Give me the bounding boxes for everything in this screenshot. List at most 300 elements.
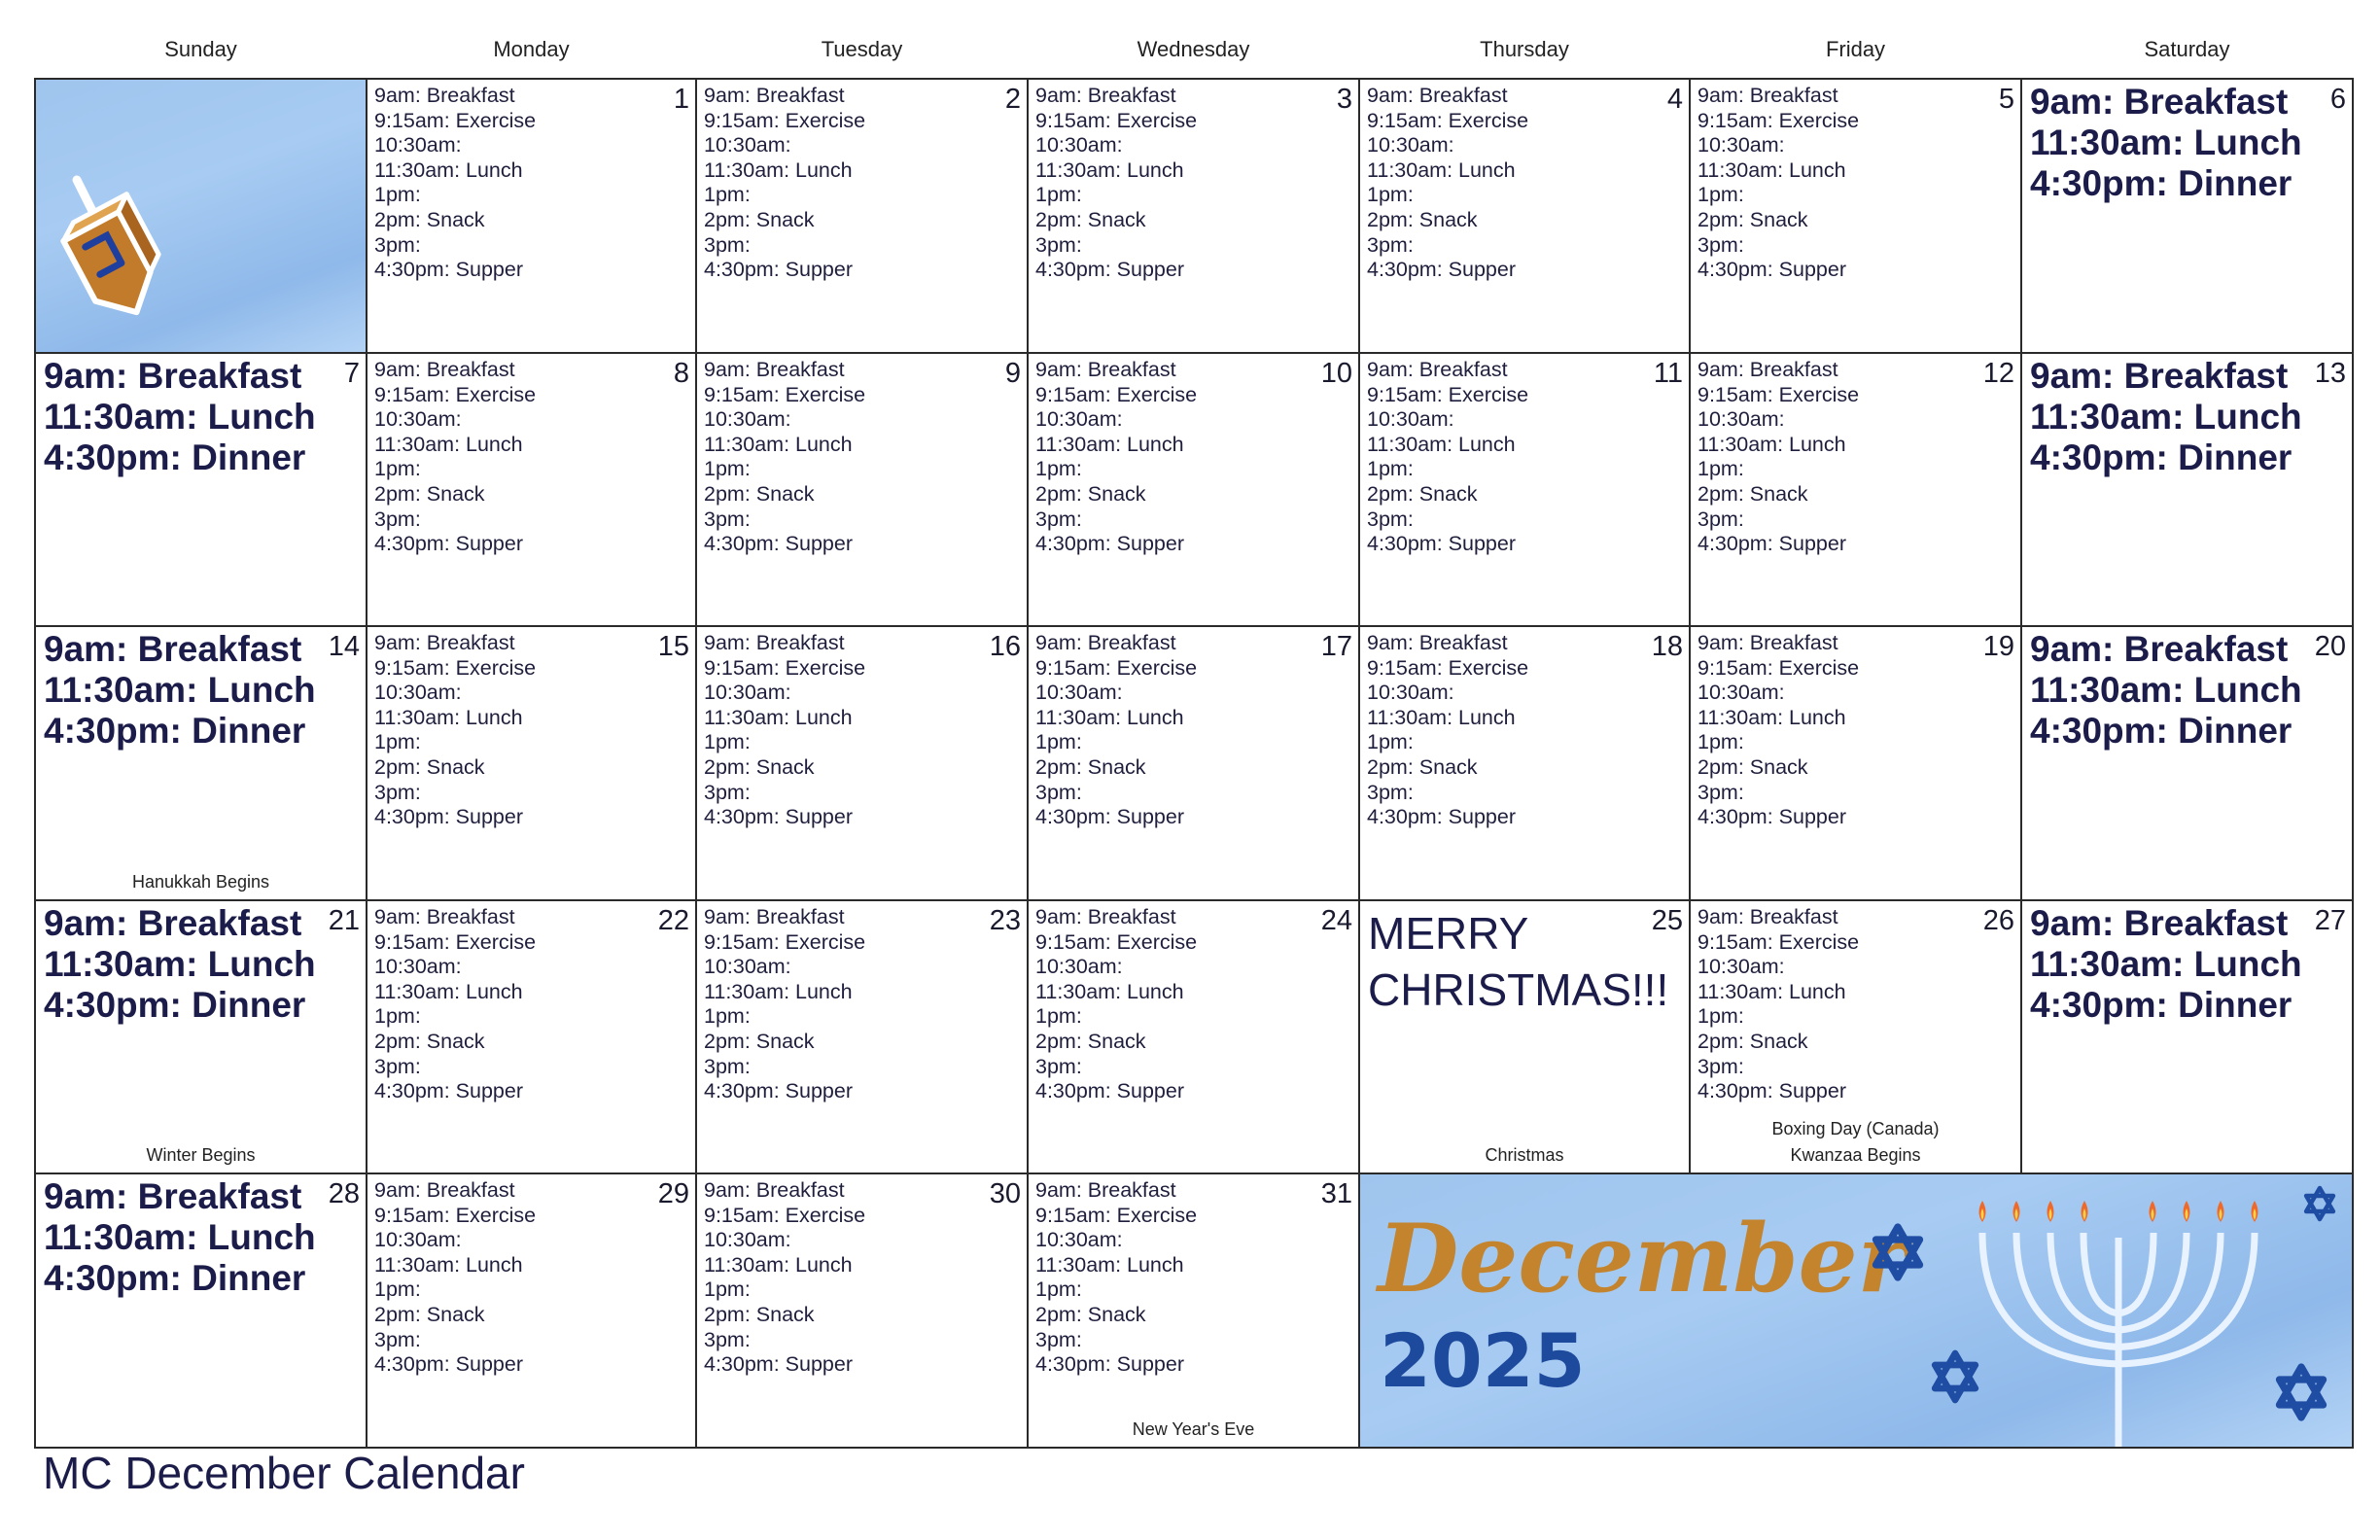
day-cell-10 — [1027, 352, 1360, 627]
day-number: 16 — [989, 631, 1021, 662]
schedule-entry: 1pm: — [374, 1278, 421, 1302]
schedule-entry: 4:30pm: Supper — [1698, 532, 1846, 556]
schedule-entry: 11:30am: Lunch — [1035, 158, 1184, 182]
weekday-header-monday: Monday — [493, 37, 570, 61]
day-number: 20 — [2314, 631, 2346, 662]
schedule-entry: 9am: Breakfast — [44, 356, 302, 396]
schedule-entry: 3pm: — [1698, 1054, 1744, 1078]
schedule-entry: 3pm: — [704, 1054, 751, 1078]
schedule-entry: 9am: Breakfast — [1035, 84, 1176, 107]
daily-schedule — [704, 358, 865, 557]
schedule-entry: 10:30am: — [1698, 681, 1785, 705]
schedule-entry: 3pm: — [1367, 232, 1414, 257]
day-cell-27 — [2020, 899, 2354, 1174]
schedule-entry: 10:30am: — [1035, 1228, 1123, 1252]
schedule-entry: 11:30am: Lunch — [2030, 397, 2302, 437]
schedule-entry: 11:30am: Lunch — [1698, 705, 1846, 729]
schedule-entry: 2pm: Snack — [374, 1029, 485, 1053]
schedule-entry: 4:30pm: Supper — [1035, 805, 1184, 829]
schedule-entry: 2pm: Snack — [1698, 754, 1808, 779]
schedule-entry: 2pm: Snack — [1035, 481, 1146, 506]
schedule-entry: 9am: Breakfast — [1367, 84, 1508, 107]
star-of-david-icon — [2306, 1188, 2333, 1219]
schedule-entry: 9am: Breakfast — [1367, 358, 1508, 381]
day-number: 4 — [1666, 84, 1683, 115]
schedule-entry: 9:15am: Exercise — [1698, 929, 1860, 954]
schedule-entry: 2pm: Snack — [1035, 207, 1146, 231]
day-cell-17 — [1027, 625, 1360, 901]
schedule-entry: 11:30am: Lunch — [1035, 432, 1184, 456]
day-number: 15 — [657, 631, 689, 662]
day-cell-30 — [695, 1172, 1029, 1449]
schedule-entry: 3pm: — [1035, 232, 1082, 257]
schedule-entry: 11:30am: Lunch — [44, 944, 316, 984]
day-cell-3 — [1027, 78, 1360, 354]
weekday-header-wednesday: Wednesday — [1137, 37, 1250, 61]
day-cell-25 — [1358, 899, 1691, 1174]
schedule-entry: 9:15am: Exercise — [1035, 108, 1198, 132]
schedule-entry: 11:30am: Lunch — [374, 1252, 523, 1277]
schedule-entry: 9:15am: Exercise — [704, 382, 866, 406]
schedule-entry: 10:30am: — [704, 133, 791, 158]
day-number: 23 — [989, 905, 1021, 936]
day-cell-19 — [1689, 625, 2022, 901]
daily-schedule — [1367, 358, 1528, 557]
schedule-entry: 3pm: — [1367, 780, 1414, 804]
schedule-entry: 3pm: — [704, 507, 751, 531]
schedule-entry: 9:15am: Exercise — [374, 382, 537, 406]
schedule-entry: 2pm: Snack — [1035, 1029, 1146, 1053]
day-cell-1 — [366, 78, 697, 354]
day-number: 18 — [1651, 631, 1683, 662]
schedule-entry: 11:30am: Lunch — [374, 705, 523, 729]
day-number: 27 — [2314, 905, 2346, 936]
schedule-entry: 4:30pm: Dinner — [2030, 711, 2292, 751]
day-cell-2 — [695, 78, 1029, 354]
schedule-entry: 1pm: — [704, 457, 751, 481]
schedule-entry: 9:15am: Exercise — [1035, 655, 1198, 680]
holiday-labels — [1691, 1116, 2020, 1169]
day-number: 26 — [1982, 905, 2014, 936]
schedule-entry: 10:30am: — [1035, 133, 1123, 158]
schedule-entry: 9am: Breakfast — [44, 903, 302, 943]
schedule-entry: 3pm: — [704, 780, 751, 804]
day-number: 9 — [1004, 358, 1021, 389]
holiday-label: Boxing Day (Canada) — [1771, 1119, 1940, 1138]
schedule-entry: 2pm: Snack — [1035, 1302, 1146, 1326]
schedule-entry: 9:15am: Exercise — [1035, 929, 1198, 954]
schedule-entry: 1pm: — [1698, 1004, 1744, 1029]
schedule-entry: 4:30pm: Supper — [1035, 1352, 1184, 1377]
weekend-schedule — [2030, 903, 2302, 1026]
schedule-entry: 4:30pm: Supper — [374, 805, 523, 829]
schedule-entry: 1pm: — [704, 1278, 751, 1302]
schedule-entry: 10:30am: — [1367, 407, 1454, 432]
daily-schedule — [1035, 358, 1197, 557]
schedule-entry: 4:30pm: Supper — [1367, 258, 1516, 282]
schedule-entry: 9am: Breakfast — [374, 358, 515, 381]
schedule-entry: 11:30am: Lunch — [2030, 944, 2302, 984]
schedule-entry: 3pm: — [1698, 507, 1744, 531]
day-cell-20 — [2020, 625, 2354, 901]
schedule-entry: 1pm: — [374, 183, 421, 207]
schedule-entry: 4:30pm: Supper — [1367, 532, 1516, 556]
dreidel-icon — [55, 172, 172, 337]
day-cell-9 — [695, 352, 1029, 627]
schedule-entry: 9:15am: Exercise — [1367, 382, 1529, 406]
schedule-entry: 10:30am: — [374, 1228, 462, 1252]
schedule-entry: 11:30am: Lunch — [1367, 158, 1516, 182]
schedule-entry: 9:15am: Exercise — [704, 929, 866, 954]
schedule-entry: 11:30am: Lunch — [44, 670, 316, 710]
weekend-schedule — [44, 903, 316, 1026]
schedule-entry: 11:30am: Lunch — [704, 158, 853, 182]
schedule-entry: 9am: Breakfast — [374, 1178, 515, 1202]
day-number: 19 — [1982, 631, 2014, 662]
schedule-entry: 4:30pm: Dinner — [44, 985, 306, 1025]
schedule-entry: 11:30am: Lunch — [704, 705, 853, 729]
schedule-entry: 9am: Breakfast — [44, 1176, 302, 1216]
day-cell-8 — [366, 352, 697, 627]
schedule-entry: 10:30am: — [374, 133, 462, 158]
day-number: 17 — [1320, 631, 1352, 662]
schedule-entry: 4:30pm: Supper — [1035, 1079, 1184, 1103]
schedule-entry: 9am: Breakfast — [704, 84, 845, 107]
schedule-entry: 11:30am: Lunch — [1698, 432, 1846, 456]
schedule-entry: 4:30pm: Supper — [1035, 532, 1184, 556]
schedule-entry: 1pm: — [1698, 183, 1744, 207]
schedule-entry: 10:30am: — [704, 407, 791, 432]
schedule-entry: 1pm: — [1698, 457, 1744, 481]
schedule-entry: 11:30am: Lunch — [704, 432, 853, 456]
schedule-entry: 9am: Breakfast — [704, 358, 845, 381]
schedule-entry: 2pm: Snack — [704, 1029, 815, 1053]
schedule-entry: 9am: Breakfast — [1035, 358, 1176, 381]
schedule-entry: 9:15am: Exercise — [1035, 1203, 1198, 1227]
schedule-entry: 9am: Breakfast — [704, 1178, 845, 1202]
day-cell-22 — [366, 899, 697, 1174]
day-cell-13 — [2020, 352, 2354, 627]
day-cell-5 — [1689, 78, 2022, 354]
schedule-entry: 4:30pm: Supper — [374, 532, 523, 556]
schedule-entry: 4:30pm: Supper — [374, 1352, 523, 1377]
schedule-entry: 3pm: — [374, 1327, 421, 1351]
schedule-entry: 9am: Breakfast — [1698, 905, 1838, 928]
schedule-entry: 3pm: — [704, 1327, 751, 1351]
schedule-entry: 2pm: Snack — [374, 1302, 485, 1326]
schedule-entry: 4:30pm: Supper — [704, 805, 853, 829]
schedule-entry: 9am: Breakfast — [2030, 903, 2289, 943]
day-cell-31 — [1027, 1172, 1360, 1449]
schedule-entry: 10:30am: — [374, 681, 462, 705]
day-cell-16 — [695, 625, 1029, 901]
holiday-label: Christmas — [1485, 1145, 1564, 1165]
schedule-entry: 10:30am: — [374, 407, 462, 432]
schedule-entry: 1pm: — [374, 730, 421, 754]
day-cell-14 — [34, 625, 368, 901]
schedule-entry: 2pm: Snack — [704, 754, 815, 779]
day-cell-29 — [366, 1172, 697, 1449]
schedule-entry: 9:15am: Exercise — [374, 655, 537, 680]
daily-schedule — [374, 905, 536, 1104]
day-number: 31 — [1320, 1178, 1352, 1209]
day-number: 11 — [1653, 358, 1683, 389]
schedule-entry: 9:15am: Exercise — [1367, 655, 1529, 680]
schedule-entry: 1pm: — [1035, 1278, 1082, 1302]
day-number: 13 — [2314, 358, 2346, 389]
day-cell-23 — [695, 899, 1029, 1174]
schedule-entry: 9am: Breakfast — [704, 631, 845, 654]
daily-schedule — [704, 84, 865, 283]
schedule-entry: 9am: Breakfast — [1035, 1178, 1176, 1202]
day-cell-26 — [1689, 899, 2022, 1174]
schedule-entry: 2pm: Snack — [1698, 481, 1808, 506]
schedule-entry: 2pm: Snack — [374, 754, 485, 779]
schedule-entry: 11:30am: Lunch — [2030, 670, 2302, 710]
schedule-entry: 9:15am: Exercise — [1698, 655, 1860, 680]
holiday-label: Hanukkah Begins — [131, 872, 270, 892]
schedule-entry: 11:30am: Lunch — [1698, 979, 1846, 1003]
schedule-entry: 9am: Breakfast — [1367, 631, 1508, 654]
day-number: 30 — [989, 1178, 1021, 1209]
schedule-entry: 1pm: — [1367, 183, 1414, 207]
schedule-entry: 3pm: — [1367, 507, 1414, 531]
schedule-entry: 10:30am: — [1035, 407, 1123, 432]
schedule-entry: 1pm: — [1035, 730, 1082, 754]
daily-schedule — [374, 84, 536, 283]
day-number: 1 — [673, 84, 689, 115]
schedule-entry: 9am: Breakfast — [374, 631, 515, 654]
banner-month: December — [1378, 1204, 1908, 1313]
schedule-entry: 2pm: Snack — [704, 481, 815, 506]
schedule-entry: 11:30am: Lunch — [44, 1217, 316, 1257]
schedule-entry: 1pm: — [374, 1004, 421, 1029]
schedule-entry: 3pm: — [1698, 780, 1744, 804]
schedule-entry: 1pm: — [374, 457, 421, 481]
schedule-entry: 4:30pm: Supper — [374, 258, 523, 282]
daily-schedule — [1698, 631, 1859, 830]
schedule-entry: 11:30am: Lunch — [1035, 705, 1184, 729]
schedule-entry: 11:30am: Lunch — [44, 397, 316, 437]
schedule-entry: 9:15am: Exercise — [374, 108, 537, 132]
schedule-entry: 10:30am: — [1698, 133, 1785, 158]
daily-schedule — [1035, 1178, 1197, 1378]
schedule-entry: 1pm: — [1035, 183, 1082, 207]
image-cell — [34, 78, 368, 354]
daily-schedule — [1698, 84, 1859, 283]
schedule-entry: 1pm: — [1035, 1004, 1082, 1029]
schedule-entry: 4:30pm: Supper — [1367, 805, 1516, 829]
day-number: 14 — [328, 631, 360, 662]
schedule-entry: 9am: Breakfast — [1035, 631, 1176, 654]
weekend-schedule — [44, 1176, 316, 1299]
schedule-entry: 11:30am: Lunch — [374, 158, 523, 182]
schedule-entry: 9:15am: Exercise — [1698, 382, 1860, 406]
day-cell-12 — [1689, 352, 2022, 627]
schedule-entry: 2pm: Snack — [1698, 1029, 1808, 1053]
schedule-entry: 10:30am: — [704, 1228, 791, 1252]
star-of-david-icon — [1935, 1353, 1976, 1400]
schedule-entry: 9am: Breakfast — [2030, 356, 2289, 396]
day-cell-11 — [1358, 352, 1691, 627]
schedule-entry: 2pm: Snack — [704, 207, 815, 231]
schedule-entry: 9am: Breakfast — [374, 905, 515, 928]
schedule-entry: 3pm: — [704, 232, 751, 257]
schedule-entry: 9am: Breakfast — [1698, 358, 1838, 381]
daily-schedule — [374, 1178, 536, 1378]
holiday-labels — [1360, 1142, 1689, 1169]
schedule-entry: 4:30pm: Supper — [1698, 805, 1846, 829]
weekend-schedule — [2030, 82, 2302, 204]
schedule-entry: 1pm: — [704, 1004, 751, 1029]
weekend-schedule — [2030, 356, 2302, 478]
schedule-entry: 10:30am: — [374, 955, 462, 979]
day-number: 21 — [328, 905, 360, 936]
schedule-entry: 10:30am: — [1367, 133, 1454, 158]
schedule-entry: 1pm: — [704, 730, 751, 754]
day-number: 10 — [1320, 358, 1352, 389]
schedule-entry: 2pm: Snack — [1367, 207, 1478, 231]
schedule-entry: 1pm: — [1035, 457, 1082, 481]
schedule-entry: 3pm: — [1035, 780, 1082, 804]
schedule-entry: 9am: Breakfast — [374, 84, 515, 107]
schedule-entry: 3pm: — [1035, 1327, 1082, 1351]
daily-schedule — [704, 905, 865, 1104]
banner-cell — [1358, 1172, 2354, 1449]
day-number: 24 — [1320, 905, 1352, 936]
schedule-entry: 9am: Breakfast — [1698, 631, 1838, 654]
day-number: 25 — [1651, 905, 1683, 936]
schedule-entry: 2pm: Snack — [374, 207, 485, 231]
day-number: 6 — [2329, 84, 2346, 115]
daily-schedule — [1367, 84, 1528, 283]
daily-schedule — [1698, 905, 1859, 1104]
schedule-entry: 3pm: — [374, 780, 421, 804]
schedule-entry: 9:15am: Exercise — [1035, 382, 1198, 406]
schedule-entry: 10:30am: — [1367, 681, 1454, 705]
daily-schedule — [1035, 84, 1197, 283]
schedule-entry: 2pm: Snack — [1367, 754, 1478, 779]
schedule-entry: 11:30am: Lunch — [704, 1252, 853, 1277]
schedule-entry: 3pm: — [1035, 507, 1082, 531]
schedule-entry: 4:30pm: Supper — [704, 1079, 853, 1103]
schedule-entry: 4:30pm: Dinner — [44, 711, 306, 751]
holiday-label: Kwanzaa Begins — [1790, 1145, 1921, 1165]
schedule-entry: 10:30am: — [1035, 955, 1123, 979]
schedule-entry: 9am: Breakfast — [1035, 905, 1176, 928]
day-number: 2 — [1004, 84, 1021, 115]
schedule-entry: 11:30am: Lunch — [1367, 432, 1516, 456]
schedule-entry: 4:30pm: Supper — [1698, 258, 1846, 282]
schedule-entry: 9am: Breakfast — [704, 905, 845, 928]
schedule-entry: 11:30am: Lunch — [1035, 1252, 1184, 1277]
day-number: 7 — [343, 358, 360, 389]
banner-art — [1360, 1174, 2354, 1449]
schedule-entry: 3pm: — [1035, 1054, 1082, 1078]
schedule-entry: 10:30am: — [704, 955, 791, 979]
day-number: 28 — [328, 1178, 360, 1209]
schedule-entry: 9:15am: Exercise — [704, 108, 866, 132]
schedule-entry: 4:30pm: Dinner — [2030, 163, 2292, 203]
schedule-entry: 4:30pm: Supper — [704, 258, 853, 282]
banner-year: 2025 — [1380, 1317, 1586, 1404]
schedule-entry: 4:30pm: Supper — [1698, 1079, 1846, 1103]
schedule-entry: 10:30am: — [1698, 407, 1785, 432]
daily-schedule — [1367, 631, 1528, 830]
star-of-david-icon — [2280, 1367, 2324, 1418]
weekday-header-thursday: Thursday — [1480, 37, 1569, 61]
day-number: 8 — [673, 358, 689, 389]
schedule-entry: 9:15am: Exercise — [374, 1203, 537, 1227]
holiday-labels — [36, 1142, 366, 1169]
daily-schedule — [1035, 631, 1197, 830]
daily-schedule — [704, 1178, 865, 1378]
schedule-entry: 4:30pm: Supper — [704, 532, 853, 556]
daily-schedule — [374, 631, 536, 830]
day-cell-28 — [34, 1172, 368, 1449]
schedule-entry: 10:30am: — [1035, 681, 1123, 705]
day-cell-7 — [34, 352, 368, 627]
schedule-entry: 11:30am: Lunch — [374, 979, 523, 1003]
day-number: 3 — [1336, 84, 1352, 115]
schedule-entry: 10:30am: — [1698, 955, 1785, 979]
schedule-entry: 11:30am: Lunch — [704, 979, 853, 1003]
weekday-header-tuesday: Tuesday — [821, 37, 903, 61]
day-number: 22 — [657, 905, 689, 936]
schedule-entry: 4:30pm: Supper — [374, 1079, 523, 1103]
schedule-entry: 4:30pm: Dinner — [44, 1258, 306, 1298]
day-number: 5 — [1998, 84, 2014, 115]
daily-schedule — [1698, 358, 1859, 557]
schedule-entry: 9:15am: Exercise — [704, 655, 866, 680]
schedule-entry: 3pm: — [374, 507, 421, 531]
schedule-entry: 9am: Breakfast — [44, 629, 302, 669]
holiday-labels — [1029, 1417, 1358, 1443]
weekday-header-sunday: Sunday — [164, 37, 237, 61]
weekend-schedule — [2030, 629, 2302, 752]
day-cell-24 — [1027, 899, 1360, 1174]
schedule-entry: 4:30pm: Dinner — [44, 438, 306, 477]
schedule-entry: 11:30am: Lunch — [1035, 979, 1184, 1003]
schedule-entry: 10:30am: — [704, 681, 791, 705]
schedule-entry: 9:15am: Exercise — [1367, 108, 1529, 132]
schedule-entry: 2pm: Snack — [1367, 481, 1478, 506]
christmas-message: MERRY CHRISTMAS!!! — [1368, 908, 1669, 1015]
schedule-entry: 4:30pm: Dinner — [2030, 438, 2292, 477]
schedule-entry: 2pm: Snack — [374, 481, 485, 506]
schedule-entry: 11:30am: Lunch — [2030, 122, 2302, 162]
schedule-entry: 4:30pm: Dinner — [2030, 985, 2292, 1025]
schedule-entry: 2pm: Snack — [1035, 754, 1146, 779]
day-cell-6 — [2020, 78, 2354, 354]
schedule-entry: 11:30am: Lunch — [374, 432, 523, 456]
day-cell-4 — [1358, 78, 1691, 354]
schedule-entry: 1pm: — [1367, 457, 1414, 481]
day-cell-15 — [366, 625, 697, 901]
calendar-title: MC December Calendar — [43, 1448, 525, 1498]
daily-schedule — [374, 358, 536, 557]
schedule-entry: 3pm: — [374, 1054, 421, 1078]
holiday-label: Winter Begins — [146, 1145, 256, 1165]
schedule-entry: 3pm: — [374, 232, 421, 257]
holiday-label: New Year's Eve — [1132, 1419, 1255, 1439]
schedule-entry: 9am: Breakfast — [2030, 82, 2289, 122]
schedule-entry: 9:15am: Exercise — [704, 1203, 866, 1227]
schedule-entry: 2pm: Snack — [704, 1302, 815, 1326]
schedule-entry: 9am: Breakfast — [1698, 84, 1838, 107]
schedule-entry: 11:30am: Lunch — [1367, 705, 1516, 729]
day-cell-21 — [34, 899, 368, 1174]
